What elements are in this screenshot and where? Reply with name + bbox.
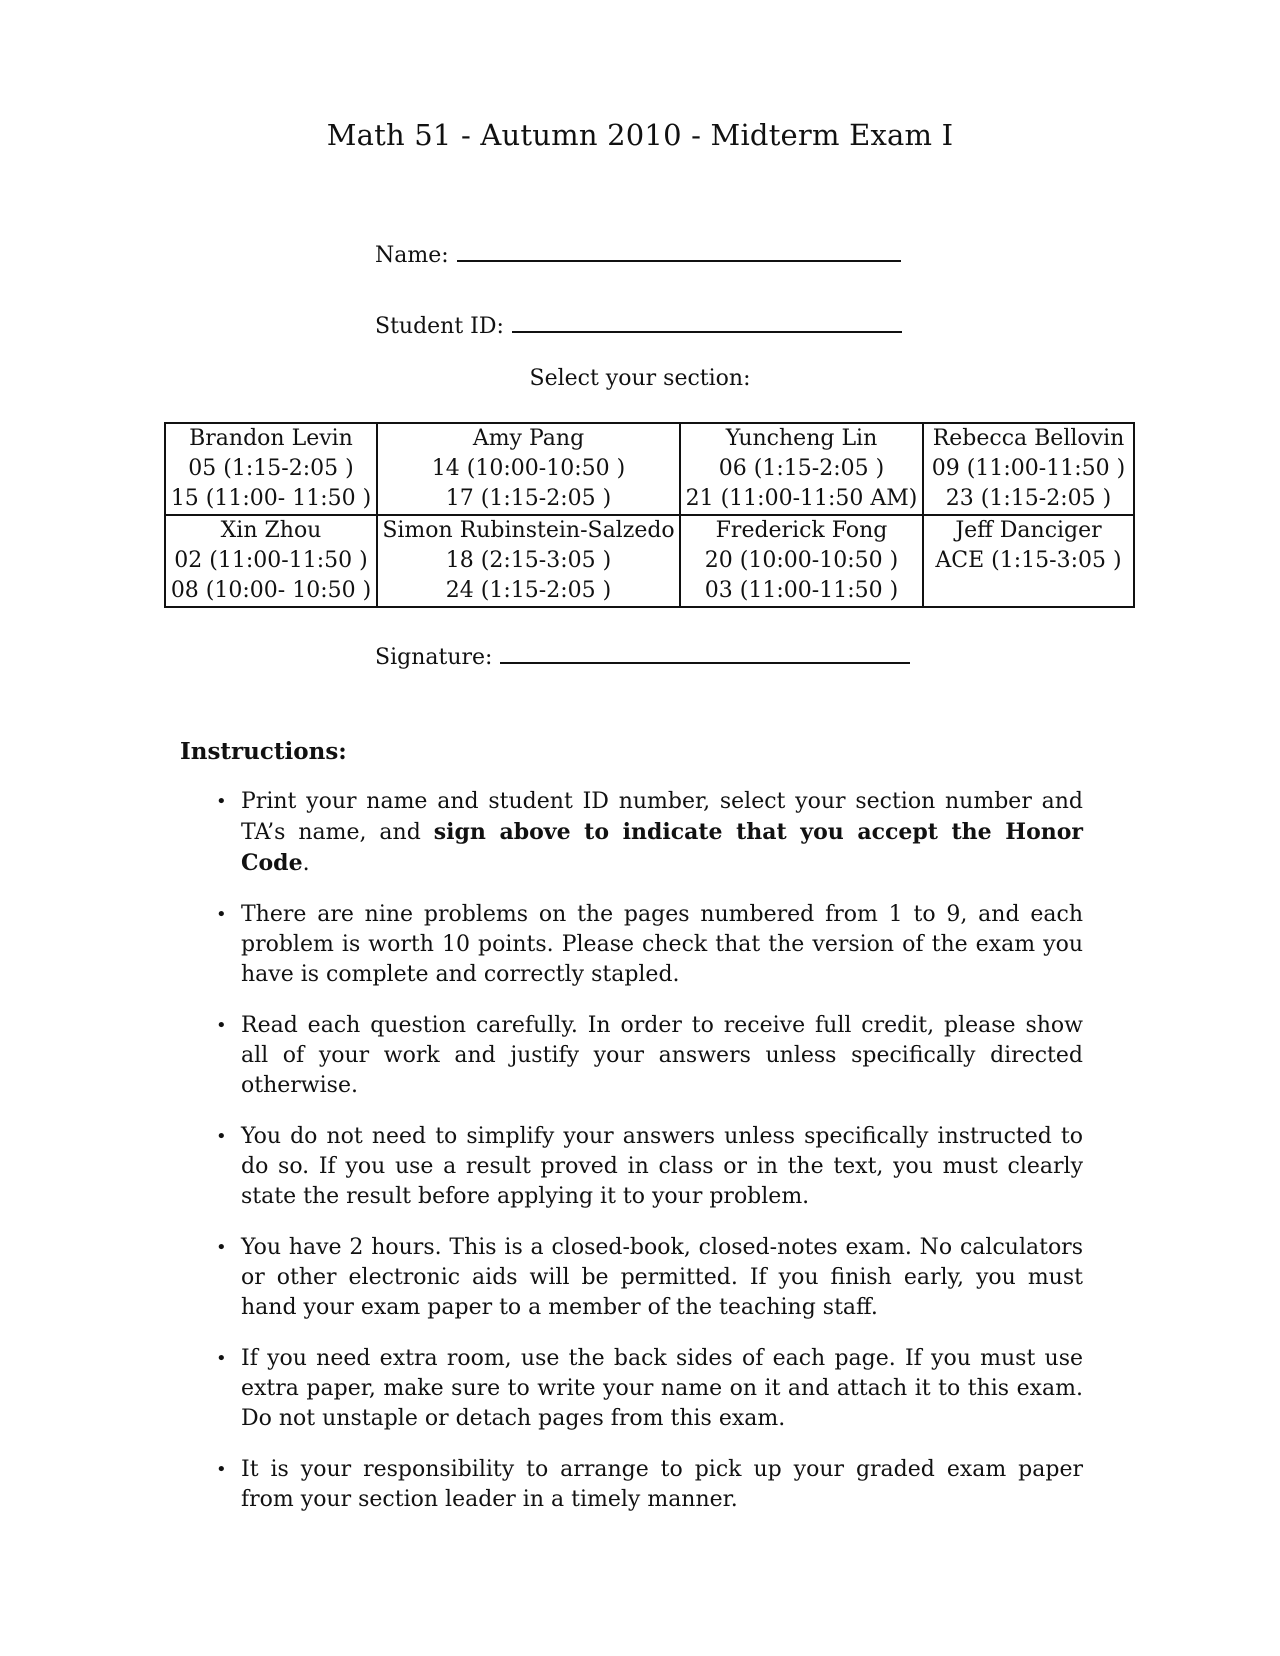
name-input-line[interactable] (457, 259, 901, 262)
list-item (188, 1344, 1083, 1434)
section-time: 17 (1:15-2:05 ) (445, 486, 612, 511)
section-cell[interactable] (680, 423, 923, 515)
section-cell[interactable] (165, 515, 377, 607)
section-time: 06 (1:15-2:05 ) (718, 456, 885, 481)
instruction-text: Print your name and student ID number, select your section number and TA’s name, and (241, 789, 1083, 845)
ta-name: Jeff Danciger (955, 518, 1102, 543)
name-label: Name: (375, 243, 449, 268)
bullet-icon: • (216, 1126, 227, 1147)
section-time (924, 576, 1133, 606)
list-item (188, 1122, 1083, 1212)
section-cell[interactable] (923, 515, 1134, 607)
student-id-label: Student ID: (375, 314, 504, 339)
list-item (188, 1455, 1083, 1515)
section-time: 02 (11:00-11:50 ) (174, 548, 368, 573)
ta-name: Amy Pang (472, 426, 585, 451)
section-time: 23 (1:15-2:05 ) (945, 486, 1112, 511)
section-time: 09 (11:00-11:50 ) (931, 456, 1126, 481)
section-cell[interactable] (377, 515, 680, 607)
list-item (188, 1233, 1083, 1323)
list-item (188, 787, 1083, 879)
instruction-text: You do not need to simplify your answers unless specifically instructed to do so. If you use a result proved in class or in the text, you must clearly state the result before applying it to your problem. (241, 1124, 1083, 1209)
instruction-text: You have 2 hours. This is a closed-book, closed-notes exam. No calculators or other electronic aids will be permitted. If you finish early, you must hand your exam paper to a member of the teaching staff. (241, 1235, 1083, 1320)
ta-name: Brandon Levin (189, 426, 353, 451)
select-section-label: Select your section: (529, 366, 751, 391)
list-item (188, 900, 1083, 990)
signature-input-line[interactable] (500, 661, 910, 664)
list-item (188, 1011, 1083, 1101)
section-time: 05 (1:15-2:05 ) (188, 456, 354, 481)
instruction-text: There are nine problems on the pages numbered from 1 to 9, and each problem is worth 10 points. Please check that the version of the exam you have is complete and correctly stapled. (241, 902, 1083, 987)
section-cell[interactable] (923, 423, 1134, 515)
instructions-heading: Instructions: (180, 738, 347, 765)
instruction-text: It is your responsibility to arrange to pick up your graded exam paper from your section leader in a timely manner. (241, 1457, 1083, 1512)
ta-name: Rebecca Bellovin (932, 426, 1125, 451)
instruction-text: If you need extra room, use the back sides of each page. If you must use extra paper, make sure to write your name on it and attach it to this exam. Do not unstaple or detach pages from this exam. (241, 1346, 1083, 1431)
student-id-field (375, 314, 902, 339)
ta-name: Xin Zhou (220, 518, 322, 543)
ta-name: Yuncheng Lin (725, 426, 878, 451)
bullet-icon: • (216, 1015, 227, 1036)
bullet-icon: • (216, 904, 227, 925)
section-time: 08 (10:00- 10:50 ) (170, 578, 372, 603)
section-time: 20 (10:00-10:50 ) (704, 548, 899, 573)
section-time: 15 (11:00- 11:50 ) (170, 486, 372, 511)
ta-name: Frederick Fong (715, 518, 888, 543)
instructions-list (188, 787, 1083, 1536)
section-time: 18 (2:15-3:05 ) (445, 548, 612, 573)
section-time: 03 (11:00-11:50 ) (704, 578, 899, 603)
instruction-text: Read each question carefully. In order to receive full credit, please show all of your work and justify your answers unless specifically directed otherwise. (241, 1013, 1083, 1098)
signature-label: Signature: (375, 645, 493, 670)
signature-field (375, 645, 910, 670)
honor-code-text: sign above to indicate that you accept the Honor Code (241, 819, 1083, 876)
ta-name: Simon Rubinstein-Salzedo (382, 518, 675, 543)
section-table (164, 422, 1135, 608)
instruction-text: . (302, 851, 310, 876)
name-field (375, 243, 901, 268)
bullet-icon: • (216, 1348, 227, 1369)
section-row (165, 423, 1134, 515)
section-time: 24 (1:15-2:05 ) (445, 578, 612, 603)
section-cell[interactable] (165, 423, 377, 515)
section-time: 21 (11:00-11:50 AM) (685, 486, 918, 511)
bullet-icon: • (216, 1459, 227, 1480)
student-id-input-line[interactable] (512, 330, 902, 333)
section-time: ACE (1:15-3:05 ) (935, 548, 1122, 573)
bullet-icon: • (216, 791, 227, 812)
section-time: 14 (10:00-10:50 ) (431, 456, 626, 481)
section-cell[interactable] (680, 515, 923, 607)
section-cell[interactable] (377, 423, 680, 515)
exam-title: Math 51 - Autumn 2010 - Midterm Exam I (326, 118, 954, 152)
section-row (165, 515, 1134, 607)
bullet-icon: • (216, 1237, 227, 1258)
